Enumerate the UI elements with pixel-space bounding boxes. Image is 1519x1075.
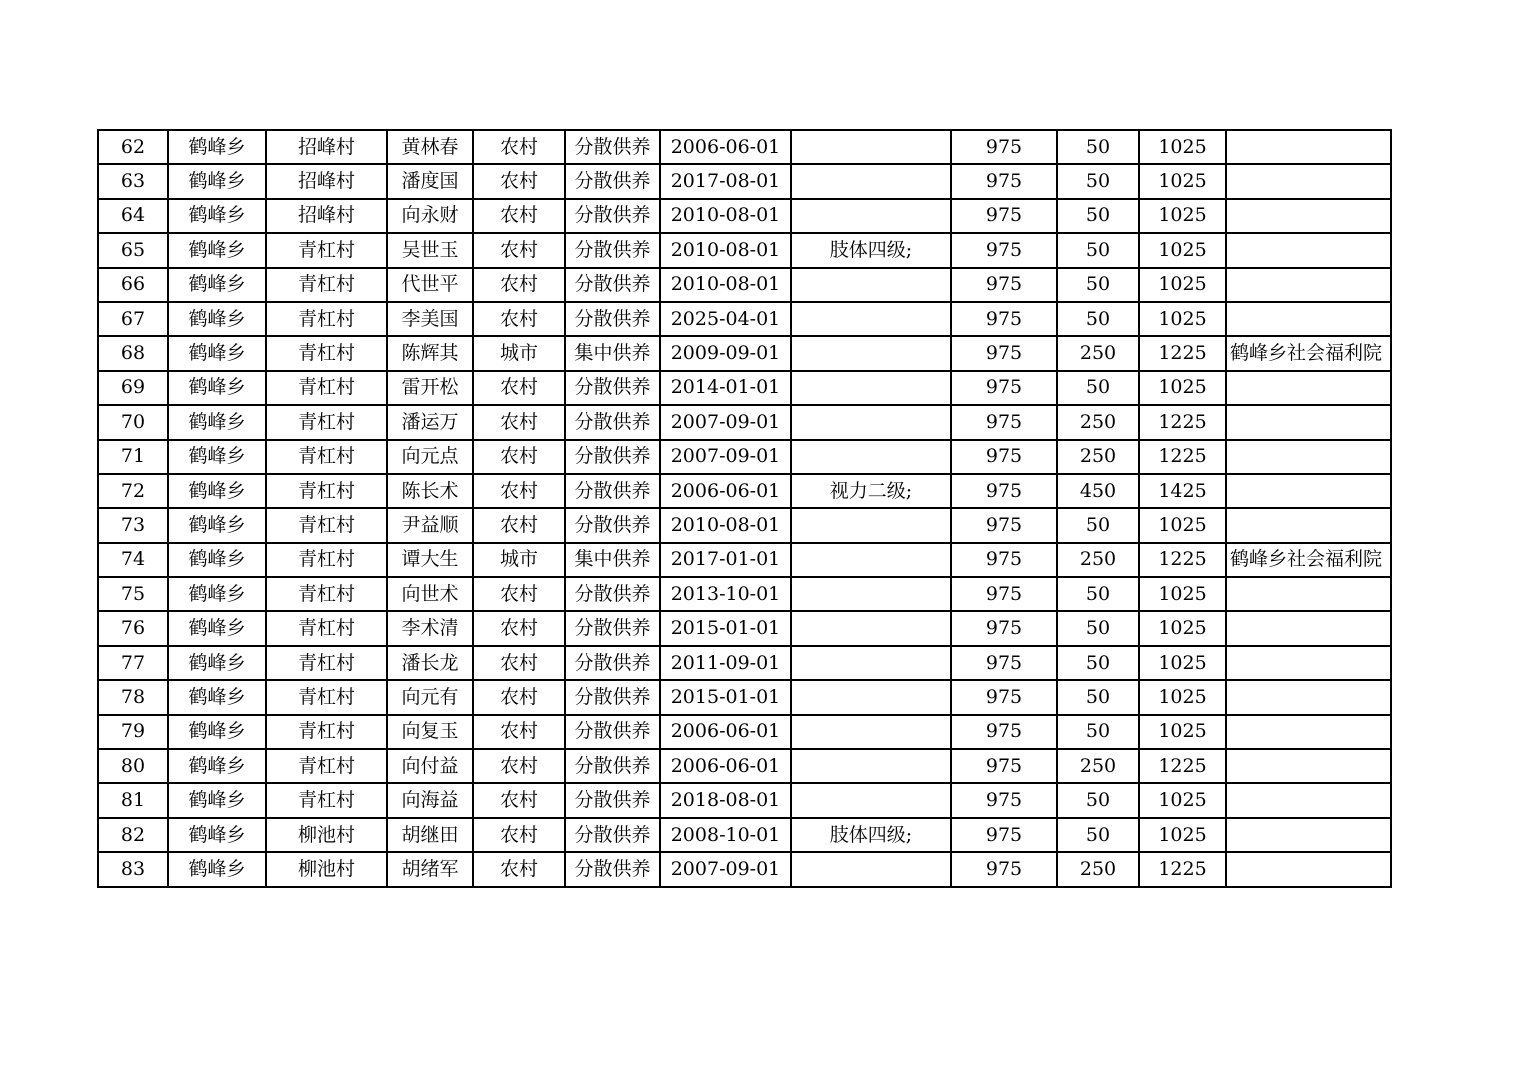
- village-cell: 青杠村: [266, 783, 387, 817]
- basic-amount-cell: 975: [951, 474, 1057, 508]
- household-type-cell: 农村: [473, 268, 565, 302]
- serial-number-cell: 69: [98, 371, 168, 405]
- total-amount-cell: 1025: [1139, 371, 1226, 405]
- basic-amount-cell: 975: [951, 577, 1057, 611]
- household-type-cell: 农村: [473, 440, 565, 474]
- institution-cell: [1226, 405, 1391, 439]
- support-type-cell: 分散供养: [565, 646, 660, 680]
- table-row: [98, 199, 1391, 233]
- serial-number-cell: 63: [98, 164, 168, 198]
- name-cell: 谭大生: [387, 543, 473, 577]
- table-row: [98, 680, 1391, 714]
- support-type-cell: 分散供养: [565, 508, 660, 542]
- household-type-cell: 城市: [473, 543, 565, 577]
- care-amount-cell: 50: [1057, 130, 1139, 164]
- institution-cell: [1226, 199, 1391, 233]
- name-cell: 陈长术: [387, 474, 473, 508]
- start-date-cell: 2009-09-01: [660, 336, 791, 370]
- care-amount-cell: 50: [1057, 680, 1139, 714]
- support-type-cell: 分散供养: [565, 818, 660, 852]
- start-date-cell: 2011-09-01: [660, 646, 791, 680]
- care-amount-cell: 50: [1057, 611, 1139, 645]
- basic-amount-cell: 975: [951, 268, 1057, 302]
- care-amount-cell: 50: [1057, 268, 1139, 302]
- care-amount-cell: 250: [1057, 852, 1139, 886]
- institution-cell: [1226, 783, 1391, 817]
- township-cell: 鹤峰乡: [168, 715, 266, 749]
- table-row: [98, 371, 1391, 405]
- total-amount-cell: 1225: [1139, 405, 1226, 439]
- disability-cell: [791, 130, 951, 164]
- institution-cell: [1226, 749, 1391, 783]
- support-type-cell: 分散供养: [565, 577, 660, 611]
- institution-cell: 鹤峰乡社会福利院: [1226, 543, 1391, 577]
- township-cell: 鹤峰乡: [168, 371, 266, 405]
- household-type-cell: 农村: [473, 371, 565, 405]
- table-row: [98, 783, 1391, 817]
- township-cell: 鹤峰乡: [168, 680, 266, 714]
- township-cell: 鹤峰乡: [168, 164, 266, 198]
- disability-cell: [791, 336, 951, 370]
- serial-number-cell: 80: [98, 749, 168, 783]
- support-type-cell: 分散供养: [565, 405, 660, 439]
- village-cell: 招峰村: [266, 164, 387, 198]
- household-type-cell: 农村: [473, 474, 565, 508]
- support-type-cell: 分散供养: [565, 371, 660, 405]
- basic-amount-cell: 975: [951, 336, 1057, 370]
- serial-number-cell: 75: [98, 577, 168, 611]
- table-row: [98, 749, 1391, 783]
- township-cell: 鹤峰乡: [168, 130, 266, 164]
- disability-cell: 肢体四级;: [791, 233, 951, 267]
- start-date-cell: 2015-01-01: [660, 680, 791, 714]
- name-cell: 胡绪军: [387, 852, 473, 886]
- township-cell: 鹤峰乡: [168, 783, 266, 817]
- name-cell: 李术清: [387, 611, 473, 645]
- care-amount-cell: 50: [1057, 199, 1139, 233]
- care-amount-cell: 50: [1057, 371, 1139, 405]
- support-type-cell: 分散供养: [565, 611, 660, 645]
- basic-amount-cell: 975: [951, 818, 1057, 852]
- village-cell: 青杠村: [266, 302, 387, 336]
- disability-cell: 肢体四级;: [791, 818, 951, 852]
- support-type-cell: 分散供养: [565, 233, 660, 267]
- household-type-cell: 农村: [473, 646, 565, 680]
- table-row: [98, 543, 1391, 577]
- start-date-cell: 2018-08-01: [660, 783, 791, 817]
- care-amount-cell: 250: [1057, 749, 1139, 783]
- institution-cell: [1226, 818, 1391, 852]
- serial-number-cell: 81: [98, 783, 168, 817]
- name-cell: 黄林春: [387, 130, 473, 164]
- village-cell: 青杠村: [266, 371, 387, 405]
- basic-amount-cell: 975: [951, 302, 1057, 336]
- village-cell: 招峰村: [266, 199, 387, 233]
- basic-amount-cell: 975: [951, 646, 1057, 680]
- total-amount-cell: 1225: [1139, 852, 1226, 886]
- start-date-cell: 2017-08-01: [660, 164, 791, 198]
- disability-cell: [791, 302, 951, 336]
- village-cell: 青杠村: [266, 336, 387, 370]
- total-amount-cell: 1025: [1139, 680, 1226, 714]
- disability-cell: [791, 680, 951, 714]
- support-type-cell: 分散供养: [565, 302, 660, 336]
- township-cell: 鹤峰乡: [168, 543, 266, 577]
- start-date-cell: 2007-09-01: [660, 440, 791, 474]
- disability-cell: [791, 577, 951, 611]
- table-row: [98, 336, 1391, 370]
- disability-cell: [791, 543, 951, 577]
- village-cell: 青杠村: [266, 474, 387, 508]
- basic-amount-cell: 975: [951, 164, 1057, 198]
- serial-number-cell: 79: [98, 715, 168, 749]
- disability-cell: [791, 440, 951, 474]
- institution-cell: [1226, 164, 1391, 198]
- village-cell: 青杠村: [266, 749, 387, 783]
- support-type-cell: 集中供养: [565, 336, 660, 370]
- total-amount-cell: 1025: [1139, 818, 1226, 852]
- serial-number-cell: 72: [98, 474, 168, 508]
- name-cell: 胡继田: [387, 818, 473, 852]
- institution-cell: [1226, 130, 1391, 164]
- table-row: [98, 611, 1391, 645]
- start-date-cell: 2013-10-01: [660, 577, 791, 611]
- total-amount-cell: 1025: [1139, 164, 1226, 198]
- institution-cell: [1226, 852, 1391, 886]
- disability-cell: [791, 715, 951, 749]
- table-row: [98, 508, 1391, 542]
- household-type-cell: 农村: [473, 749, 565, 783]
- village-cell: 青杠村: [266, 715, 387, 749]
- serial-number-cell: 83: [98, 852, 168, 886]
- basic-amount-cell: 975: [951, 852, 1057, 886]
- name-cell: 潘运万: [387, 405, 473, 439]
- village-cell: 青杠村: [266, 440, 387, 474]
- serial-number-cell: 66: [98, 268, 168, 302]
- institution-cell: [1226, 577, 1391, 611]
- support-type-cell: 集中供养: [565, 543, 660, 577]
- township-cell: 鹤峰乡: [168, 336, 266, 370]
- total-amount-cell: 1225: [1139, 440, 1226, 474]
- institution-cell: [1226, 715, 1391, 749]
- basic-amount-cell: 975: [951, 405, 1057, 439]
- institution-cell: [1226, 440, 1391, 474]
- start-date-cell: 2010-08-01: [660, 268, 791, 302]
- basic-amount-cell: 975: [951, 440, 1057, 474]
- table-row: [98, 818, 1391, 852]
- care-amount-cell: 250: [1057, 336, 1139, 370]
- disability-cell: [791, 611, 951, 645]
- support-type-cell: 分散供养: [565, 199, 660, 233]
- start-date-cell: 2006-06-01: [660, 130, 791, 164]
- table-body: [98, 130, 1391, 887]
- household-type-cell: 农村: [473, 818, 565, 852]
- basic-amount-cell: 975: [951, 715, 1057, 749]
- name-cell: 潘度国: [387, 164, 473, 198]
- support-type-cell: 分散供养: [565, 130, 660, 164]
- village-cell: 青杠村: [266, 233, 387, 267]
- institution-cell: [1226, 268, 1391, 302]
- total-amount-cell: 1425: [1139, 474, 1226, 508]
- serial-number-cell: 77: [98, 646, 168, 680]
- household-type-cell: 农村: [473, 130, 565, 164]
- village-cell: 青杠村: [266, 405, 387, 439]
- table-row: [98, 130, 1391, 164]
- start-date-cell: 2010-08-01: [660, 508, 791, 542]
- village-cell: 柳池村: [266, 818, 387, 852]
- total-amount-cell: 1025: [1139, 268, 1226, 302]
- name-cell: 向元点: [387, 440, 473, 474]
- table-row: [98, 715, 1391, 749]
- serial-number-cell: 73: [98, 508, 168, 542]
- name-cell: 向付益: [387, 749, 473, 783]
- name-cell: 潘长龙: [387, 646, 473, 680]
- basic-amount-cell: 975: [951, 233, 1057, 267]
- serial-number-cell: 74: [98, 543, 168, 577]
- care-amount-cell: 250: [1057, 543, 1139, 577]
- support-type-cell: 分散供养: [565, 268, 660, 302]
- institution-cell: [1226, 611, 1391, 645]
- start-date-cell: 2017-01-01: [660, 543, 791, 577]
- disability-cell: [791, 199, 951, 233]
- institution-cell: [1226, 646, 1391, 680]
- basic-amount-cell: 975: [951, 611, 1057, 645]
- total-amount-cell: 1025: [1139, 508, 1226, 542]
- start-date-cell: 2006-06-01: [660, 474, 791, 508]
- name-cell: 李美国: [387, 302, 473, 336]
- disability-cell: [791, 508, 951, 542]
- township-cell: 鹤峰乡: [168, 440, 266, 474]
- institution-cell: [1226, 233, 1391, 267]
- care-amount-cell: 50: [1057, 577, 1139, 611]
- total-amount-cell: 1025: [1139, 611, 1226, 645]
- total-amount-cell: 1225: [1139, 749, 1226, 783]
- serial-number-cell: 68: [98, 336, 168, 370]
- village-cell: 青杠村: [266, 680, 387, 714]
- village-cell: 青杠村: [266, 611, 387, 645]
- village-cell: 青杠村: [266, 543, 387, 577]
- start-date-cell: 2006-06-01: [660, 749, 791, 783]
- name-cell: 向元有: [387, 680, 473, 714]
- township-cell: 鹤峰乡: [168, 268, 266, 302]
- start-date-cell: 2007-09-01: [660, 852, 791, 886]
- village-cell: 青杠村: [266, 577, 387, 611]
- serial-number-cell: 64: [98, 199, 168, 233]
- household-type-cell: 农村: [473, 611, 565, 645]
- total-amount-cell: 1025: [1139, 302, 1226, 336]
- disability-cell: [791, 646, 951, 680]
- township-cell: 鹤峰乡: [168, 302, 266, 336]
- name-cell: 向世术: [387, 577, 473, 611]
- household-type-cell: 农村: [473, 405, 565, 439]
- village-cell: 青杠村: [266, 646, 387, 680]
- township-cell: 鹤峰乡: [168, 508, 266, 542]
- disability-cell: [791, 164, 951, 198]
- household-type-cell: 农村: [473, 783, 565, 817]
- total-amount-cell: 1025: [1139, 130, 1226, 164]
- township-cell: 鹤峰乡: [168, 233, 266, 267]
- care-amount-cell: 450: [1057, 474, 1139, 508]
- serial-number-cell: 78: [98, 680, 168, 714]
- total-amount-cell: 1025: [1139, 199, 1226, 233]
- township-cell: 鹤峰乡: [168, 577, 266, 611]
- total-amount-cell: 1025: [1139, 715, 1226, 749]
- name-cell: 陈辉其: [387, 336, 473, 370]
- name-cell: 代世平: [387, 268, 473, 302]
- support-type-cell: 分散供养: [565, 749, 660, 783]
- disability-cell: [791, 268, 951, 302]
- household-type-cell: 城市: [473, 336, 565, 370]
- disability-cell: [791, 371, 951, 405]
- household-type-cell: 农村: [473, 164, 565, 198]
- basic-amount-cell: 975: [951, 508, 1057, 542]
- household-type-cell: 农村: [473, 199, 565, 233]
- township-cell: 鹤峰乡: [168, 199, 266, 233]
- institution-cell: [1226, 302, 1391, 336]
- township-cell: 鹤峰乡: [168, 474, 266, 508]
- household-type-cell: 农村: [473, 302, 565, 336]
- table-row: [98, 164, 1391, 198]
- disability-cell: [791, 405, 951, 439]
- start-date-cell: 2010-08-01: [660, 233, 791, 267]
- care-amount-cell: 50: [1057, 233, 1139, 267]
- household-type-cell: 农村: [473, 577, 565, 611]
- disability-cell: 视力二级;: [791, 474, 951, 508]
- table-row: [98, 577, 1391, 611]
- start-date-cell: 2015-01-01: [660, 611, 791, 645]
- serial-number-cell: 70: [98, 405, 168, 439]
- support-type-cell: 分散供养: [565, 164, 660, 198]
- institution-cell: [1226, 508, 1391, 542]
- institution-cell: 鹤峰乡社会福利院: [1226, 336, 1391, 370]
- support-type-cell: 分散供养: [565, 474, 660, 508]
- disability-cell: [791, 852, 951, 886]
- total-amount-cell: 1025: [1139, 233, 1226, 267]
- basic-amount-cell: 975: [951, 543, 1057, 577]
- name-cell: 向复玉: [387, 715, 473, 749]
- start-date-cell: 2008-10-01: [660, 818, 791, 852]
- serial-number-cell: 62: [98, 130, 168, 164]
- township-cell: 鹤峰乡: [168, 646, 266, 680]
- township-cell: 鹤峰乡: [168, 818, 266, 852]
- name-cell: 尹益顺: [387, 508, 473, 542]
- support-type-cell: 分散供养: [565, 783, 660, 817]
- total-amount-cell: 1025: [1139, 577, 1226, 611]
- name-cell: 吴世玉: [387, 233, 473, 267]
- disability-cell: [791, 783, 951, 817]
- name-cell: 向海益: [387, 783, 473, 817]
- care-amount-cell: 250: [1057, 440, 1139, 474]
- village-cell: 柳池村: [266, 852, 387, 886]
- basic-amount-cell: 975: [951, 199, 1057, 233]
- basic-amount-cell: 975: [951, 371, 1057, 405]
- township-cell: 鹤峰乡: [168, 611, 266, 645]
- household-type-cell: 农村: [473, 233, 565, 267]
- table-row: [98, 852, 1391, 886]
- disability-cell: [791, 749, 951, 783]
- table-row: [98, 474, 1391, 508]
- household-type-cell: 农村: [473, 715, 565, 749]
- township-cell: 鹤峰乡: [168, 749, 266, 783]
- support-type-cell: 分散供养: [565, 680, 660, 714]
- start-date-cell: 2007-09-01: [660, 405, 791, 439]
- care-amount-cell: 50: [1057, 164, 1139, 198]
- table-row: [98, 405, 1391, 439]
- institution-cell: [1226, 474, 1391, 508]
- total-amount-cell: 1225: [1139, 543, 1226, 577]
- basic-amount-cell: 975: [951, 680, 1057, 714]
- village-cell: 招峰村: [266, 130, 387, 164]
- household-type-cell: 农村: [473, 680, 565, 714]
- care-amount-cell: 250: [1057, 405, 1139, 439]
- support-type-cell: 分散供养: [565, 852, 660, 886]
- basic-amount-cell: 975: [951, 749, 1057, 783]
- care-amount-cell: 50: [1057, 302, 1139, 336]
- total-amount-cell: 1225: [1139, 336, 1226, 370]
- total-amount-cell: 1025: [1139, 646, 1226, 680]
- table-row: [98, 268, 1391, 302]
- institution-cell: [1226, 680, 1391, 714]
- village-cell: 青杠村: [266, 508, 387, 542]
- name-cell: 雷开松: [387, 371, 473, 405]
- care-amount-cell: 50: [1057, 508, 1139, 542]
- start-date-cell: 2006-06-01: [660, 715, 791, 749]
- care-amount-cell: 50: [1057, 818, 1139, 852]
- records-table: [97, 129, 1392, 888]
- household-type-cell: 农村: [473, 508, 565, 542]
- care-amount-cell: 50: [1057, 783, 1139, 817]
- serial-number-cell: 82: [98, 818, 168, 852]
- care-amount-cell: 50: [1057, 646, 1139, 680]
- start-date-cell: 2010-08-01: [660, 199, 791, 233]
- table-row: [98, 302, 1391, 336]
- support-type-cell: 分散供养: [565, 715, 660, 749]
- table-row: [98, 440, 1391, 474]
- household-type-cell: 农村: [473, 852, 565, 886]
- village-cell: 青杠村: [266, 268, 387, 302]
- start-date-cell: 2014-01-01: [660, 371, 791, 405]
- institution-cell: [1226, 371, 1391, 405]
- serial-number-cell: 67: [98, 302, 168, 336]
- serial-number-cell: 65: [98, 233, 168, 267]
- total-amount-cell: 1025: [1139, 783, 1226, 817]
- basic-amount-cell: 975: [951, 130, 1057, 164]
- start-date-cell: 2025-04-01: [660, 302, 791, 336]
- table-row: [98, 646, 1391, 680]
- township-cell: 鹤峰乡: [168, 405, 266, 439]
- support-type-cell: 分散供养: [565, 440, 660, 474]
- township-cell: 鹤峰乡: [168, 852, 266, 886]
- table-row: [98, 233, 1391, 267]
- serial-number-cell: 71: [98, 440, 168, 474]
- name-cell: 向永财: [387, 199, 473, 233]
- serial-number-cell: 76: [98, 611, 168, 645]
- care-amount-cell: 50: [1057, 715, 1139, 749]
- basic-amount-cell: 975: [951, 783, 1057, 817]
